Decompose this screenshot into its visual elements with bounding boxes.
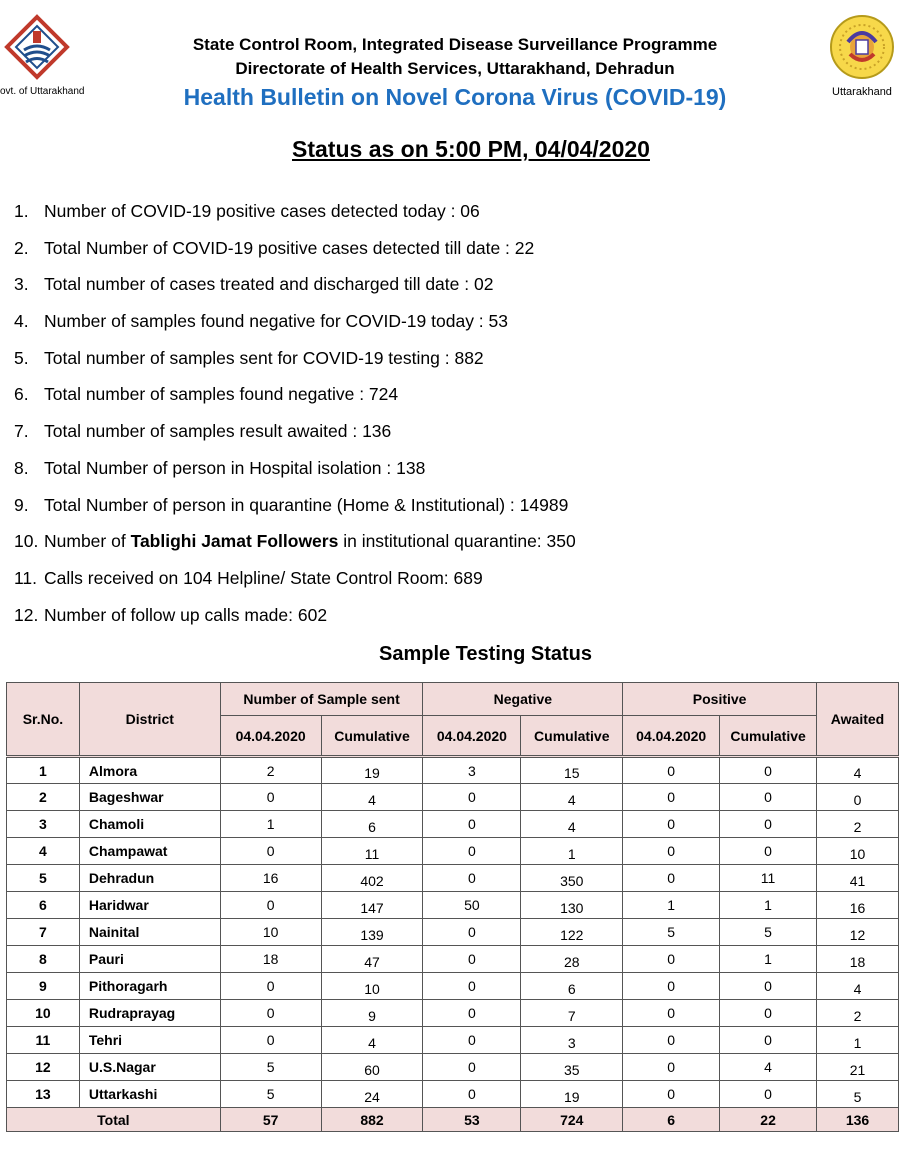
cell-sent-cumulative: 10 <box>321 973 423 1000</box>
cell-district: Uttarkashi <box>79 1081 220 1108</box>
cell-sent-today: 18 <box>220 946 321 973</box>
fact-item <box>14 238 576 275</box>
cell-negative-today: 0 <box>423 973 521 1000</box>
cell-sent-cumulative: 19 <box>321 757 423 784</box>
cell-awaited: 4 <box>817 973 899 1000</box>
fact-text: Total Number of person in Hospital isolation : 138 <box>44 457 426 478</box>
cell-awaited: 10 <box>817 838 899 865</box>
total-row <box>7 1108 899 1132</box>
fact-number: 9. <box>14 494 29 515</box>
cell-positive-today: 0 <box>623 1081 720 1108</box>
cell-sr-no: 1 <box>7 757 80 784</box>
total-sent-cumulative: 882 <box>321 1108 423 1132</box>
cell-positive-cumulative: 0 <box>720 811 817 838</box>
cell-sr-no: 2 <box>7 784 80 811</box>
fact-text: Calls received on 104 Helpline/ State Control Room: 689 <box>44 567 483 588</box>
cell-sr-no: 6 <box>7 892 80 919</box>
cell-positive-today: 1 <box>623 892 720 919</box>
table-row <box>7 946 899 973</box>
fact-item <box>14 274 576 311</box>
cell-district: Rudraprayag <box>79 1000 220 1027</box>
cell-positive-cumulative: 0 <box>720 784 817 811</box>
total-positive-today: 6 <box>623 1108 720 1132</box>
fact-item <box>14 384 576 421</box>
facts-list <box>14 201 576 641</box>
fact-text: Number of samples found negative for COVID-19 today : 53 <box>44 311 508 332</box>
govt-emblem-caption: ovt. of Uttarakhand <box>0 86 85 97</box>
cell-negative-cumulative: 3 <box>521 1027 623 1054</box>
fact-item <box>14 348 576 385</box>
fact-number: 12. <box>14 604 39 625</box>
cell-sent-today: 2 <box>220 757 321 784</box>
cell-positive-today: 0 <box>623 865 720 892</box>
cell-sr-no: 11 <box>7 1027 80 1054</box>
fact-number: 5. <box>14 347 29 368</box>
cell-district: Pauri <box>79 946 220 973</box>
cell-negative-cumulative: 4 <box>521 811 623 838</box>
cell-positive-today: 0 <box>623 811 720 838</box>
cell-sent-cumulative: 402 <box>321 865 423 892</box>
cell-negative-today: 0 <box>423 784 521 811</box>
cell-sr-no: 10 <box>7 1000 80 1027</box>
fact-number: 11. <box>14 567 38 588</box>
fact-number: 4. <box>14 311 29 332</box>
cell-sent-cumulative: 9 <box>321 1000 423 1027</box>
fact-number: 8. <box>14 457 29 478</box>
fact-item <box>14 568 576 605</box>
cell-positive-cumulative: 4 <box>720 1054 817 1081</box>
status-heading <box>0 136 902 163</box>
cell-awaited: 21 <box>817 1054 899 1081</box>
cell-district: U.S.Nagar <box>79 1054 220 1081</box>
table-row <box>7 919 899 946</box>
header-positive-today: 04.04.2020 <box>623 716 720 757</box>
header-district: District <box>79 683 220 757</box>
header-negative-today: 04.04.2020 <box>423 716 521 757</box>
cell-positive-cumulative: 0 <box>720 1000 817 1027</box>
cell-sent-cumulative: 4 <box>321 1027 423 1054</box>
cell-awaited: 0 <box>817 784 899 811</box>
uttarakhand-health-logo <box>822 14 902 104</box>
header-negative-cumulative: Cumulative <box>521 716 623 757</box>
cell-sent-today: 0 <box>220 838 321 865</box>
cell-sent-cumulative: 47 <box>321 946 423 973</box>
cell-negative-cumulative: 1 <box>521 838 623 865</box>
cell-district: Chamoli <box>79 811 220 838</box>
fact-text: Number of <box>44 531 131 552</box>
cell-awaited: 16 <box>817 892 899 919</box>
cell-sr-no: 9 <box>7 973 80 1000</box>
cell-negative-cumulative: 6 <box>521 973 623 1000</box>
cell-positive-cumulative: 1 <box>720 946 817 973</box>
header-positive: Positive <box>623 683 817 716</box>
cell-negative-today: 0 <box>423 946 521 973</box>
cell-negative-today: 3 <box>423 757 521 784</box>
table-row <box>7 757 899 784</box>
cell-sent-today: 0 <box>220 973 321 1000</box>
table-title: Sample Testing Status <box>378 643 592 665</box>
cell-sr-no: 3 <box>7 811 80 838</box>
cell-positive-today: 5 <box>623 919 720 946</box>
cell-sent-today: 0 <box>220 1000 321 1027</box>
cell-district: Pithoragarh <box>79 973 220 1000</box>
fact-item <box>14 605 576 642</box>
cell-positive-today: 0 <box>623 946 720 973</box>
cell-negative-cumulative: 4 <box>521 784 623 811</box>
cell-awaited: 41 <box>817 865 899 892</box>
header-negative: Negative <box>423 683 623 716</box>
cell-sent-today: 0 <box>220 784 321 811</box>
table-row <box>7 1081 899 1108</box>
cell-negative-today: 0 <box>423 811 521 838</box>
total-negative-today: 53 <box>423 1108 521 1132</box>
fact-number: 3. <box>14 274 29 295</box>
fact-item <box>14 458 576 495</box>
cell-positive-today: 0 <box>623 1027 720 1054</box>
cell-positive-cumulative: 0 <box>720 838 817 865</box>
table-row <box>7 1054 899 1081</box>
cell-sr-no: 13 <box>7 1081 80 1108</box>
cell-sent-today: 1 <box>220 811 321 838</box>
table-body <box>7 757 899 1108</box>
header-positive-cumulative: Cumulative <box>720 716 817 757</box>
table-row <box>7 865 899 892</box>
table-row <box>7 1027 899 1054</box>
table-row <box>7 892 899 919</box>
cell-district: Nainital <box>79 919 220 946</box>
cell-negative-cumulative: 7 <box>521 1000 623 1027</box>
cell-sent-today: 16 <box>220 865 321 892</box>
header-samples-sent: Number of Sample sent <box>220 683 423 716</box>
cell-awaited: 4 <box>817 757 899 784</box>
cell-sent-cumulative: 4 <box>321 784 423 811</box>
fact-text-end: in institutional quarantine: 350 <box>338 531 576 552</box>
govt-emblem-icon <box>4 14 70 80</box>
bulletin-title: Health Bulletin on Novel Corona Virus (COVID-19) <box>183 84 727 110</box>
cell-district: Haridwar <box>79 892 220 919</box>
cell-sent-cumulative: 24 <box>321 1081 423 1108</box>
cell-positive-cumulative: 11 <box>720 865 817 892</box>
cell-awaited: 5 <box>817 1081 899 1108</box>
cell-awaited: 12 <box>817 919 899 946</box>
fact-text: Total Number of COVID-19 positive cases detected till date : 22 <box>44 237 535 258</box>
cell-sent-cumulative: 6 <box>321 811 423 838</box>
sample-testing-table <box>6 682 899 1132</box>
table-row <box>7 973 899 1000</box>
cell-sr-no: 8 <box>7 946 80 973</box>
header-awaited: Awaited <box>817 683 899 757</box>
cell-negative-cumulative: 130 <box>521 892 623 919</box>
cell-sr-no: 12 <box>7 1054 80 1081</box>
fact-text: Total Number of person in quarantine (Home & Institutional) : 14989 <box>44 494 569 515</box>
cell-negative-today: 0 <box>423 1081 521 1108</box>
uttarakhand-govt-emblem <box>0 14 85 104</box>
total-awaited: 136 <box>817 1108 899 1132</box>
total-negative-cumulative: 724 <box>521 1108 623 1132</box>
cell-sent-today: 5 <box>220 1081 321 1108</box>
header-line-1: State Control Room, Integrated Disease Surveillance Programme <box>192 35 718 54</box>
header-sent-cumulative: Cumulative <box>321 716 423 757</box>
fact-text: Total number of samples sent for COVID-19 testing : 882 <box>44 347 484 368</box>
cell-positive-cumulative: 5 <box>720 919 817 946</box>
cell-district: Dehradun <box>79 865 220 892</box>
fact-item <box>14 201 576 238</box>
cell-negative-cumulative: 350 <box>521 865 623 892</box>
cell-district: Bageshwar <box>79 784 220 811</box>
cell-positive-today: 0 <box>623 838 720 865</box>
status-text: Status as on 5:00 PM, 04/04/2020 <box>292 136 650 162</box>
table-row <box>7 838 899 865</box>
fact-text: Number of follow up calls made: 602 <box>44 604 328 625</box>
cell-negative-cumulative: 28 <box>521 946 623 973</box>
cell-sent-today: 10 <box>220 919 321 946</box>
fact-item <box>14 421 576 458</box>
fact-number: 1. <box>14 201 29 221</box>
cell-positive-today: 0 <box>623 757 720 784</box>
cell-positive-cumulative: 0 <box>720 757 817 784</box>
fact-item <box>14 311 576 348</box>
table-row <box>7 1000 899 1027</box>
cell-positive-cumulative: 0 <box>720 1027 817 1054</box>
health-logo-caption: Uttarakhand <box>832 86 892 98</box>
cell-awaited: 18 <box>817 946 899 973</box>
fact-number: 2. <box>14 237 29 258</box>
cell-negative-today: 0 <box>423 838 521 865</box>
cell-negative-today: 50 <box>423 892 521 919</box>
header-sent-today: 04.04.2020 <box>220 716 321 757</box>
fact-number: 7. <box>14 421 29 442</box>
cell-positive-today: 0 <box>623 973 720 1000</box>
cell-positive-cumulative: 0 <box>720 973 817 1000</box>
cell-negative-cumulative: 19 <box>521 1081 623 1108</box>
total-sent-today: 57 <box>220 1108 321 1132</box>
cell-negative-today: 0 <box>423 1054 521 1081</box>
table-row <box>7 811 899 838</box>
cell-negative-cumulative: 35 <box>521 1054 623 1081</box>
cell-sent-cumulative: 139 <box>321 919 423 946</box>
cell-awaited: 2 <box>817 1000 899 1027</box>
cell-sent-cumulative: 147 <box>321 892 423 919</box>
cell-negative-today: 0 <box>423 1000 521 1027</box>
fact-text: Total number of samples result awaited : 136 <box>44 421 392 442</box>
fact-text-bold: Tablighi Jamat Followers <box>130 531 339 552</box>
cell-negative-cumulative: 122 <box>521 919 623 946</box>
cell-sent-today: 0 <box>220 1027 321 1054</box>
total-label: Total <box>7 1108 221 1132</box>
cell-positive-today: 0 <box>623 1054 720 1081</box>
cell-district: Champawat <box>79 838 220 865</box>
health-logo-icon <box>826 14 898 80</box>
cell-negative-cumulative: 15 <box>521 757 623 784</box>
fact-item <box>14 495 576 532</box>
cell-awaited: 1 <box>817 1027 899 1054</box>
cell-sr-no: 4 <box>7 838 80 865</box>
cell-positive-today: 0 <box>623 1000 720 1027</box>
cell-negative-today: 0 <box>423 1027 521 1054</box>
cell-negative-today: 0 <box>423 865 521 892</box>
total-positive-cumulative: 22 <box>720 1108 817 1132</box>
cell-positive-today: 0 <box>623 784 720 811</box>
cell-district: Almora <box>79 757 220 784</box>
fact-text: Number of COVID-19 positive cases detected today : 06 <box>44 201 480 221</box>
fact-text: Total number of samples found negative : 724 <box>44 384 399 405</box>
cell-sent-cumulative: 11 <box>321 838 423 865</box>
fact-item <box>14 531 576 568</box>
cell-district: Tehri <box>79 1027 220 1054</box>
fact-number: 6. <box>14 384 29 405</box>
cell-sent-cumulative: 60 <box>321 1054 423 1081</box>
cell-sent-today: 0 <box>220 892 321 919</box>
cell-positive-cumulative: 1 <box>720 892 817 919</box>
cell-sr-no: 5 <box>7 865 80 892</box>
fact-number: 10. <box>14 531 39 552</box>
cell-awaited: 2 <box>817 811 899 838</box>
header-line-2: Directorate of Health Services, Uttarakhand, Dehradun <box>235 59 675 78</box>
header-sr-no: Sr.No. <box>7 683 80 757</box>
fact-text: Total number of cases treated and discharged till date : 02 <box>44 274 494 295</box>
cell-sent-today: 5 <box>220 1054 321 1081</box>
cell-negative-today: 0 <box>423 919 521 946</box>
table-row <box>7 784 899 811</box>
cell-sr-no: 7 <box>7 919 80 946</box>
cell-positive-cumulative: 0 <box>720 1081 817 1108</box>
